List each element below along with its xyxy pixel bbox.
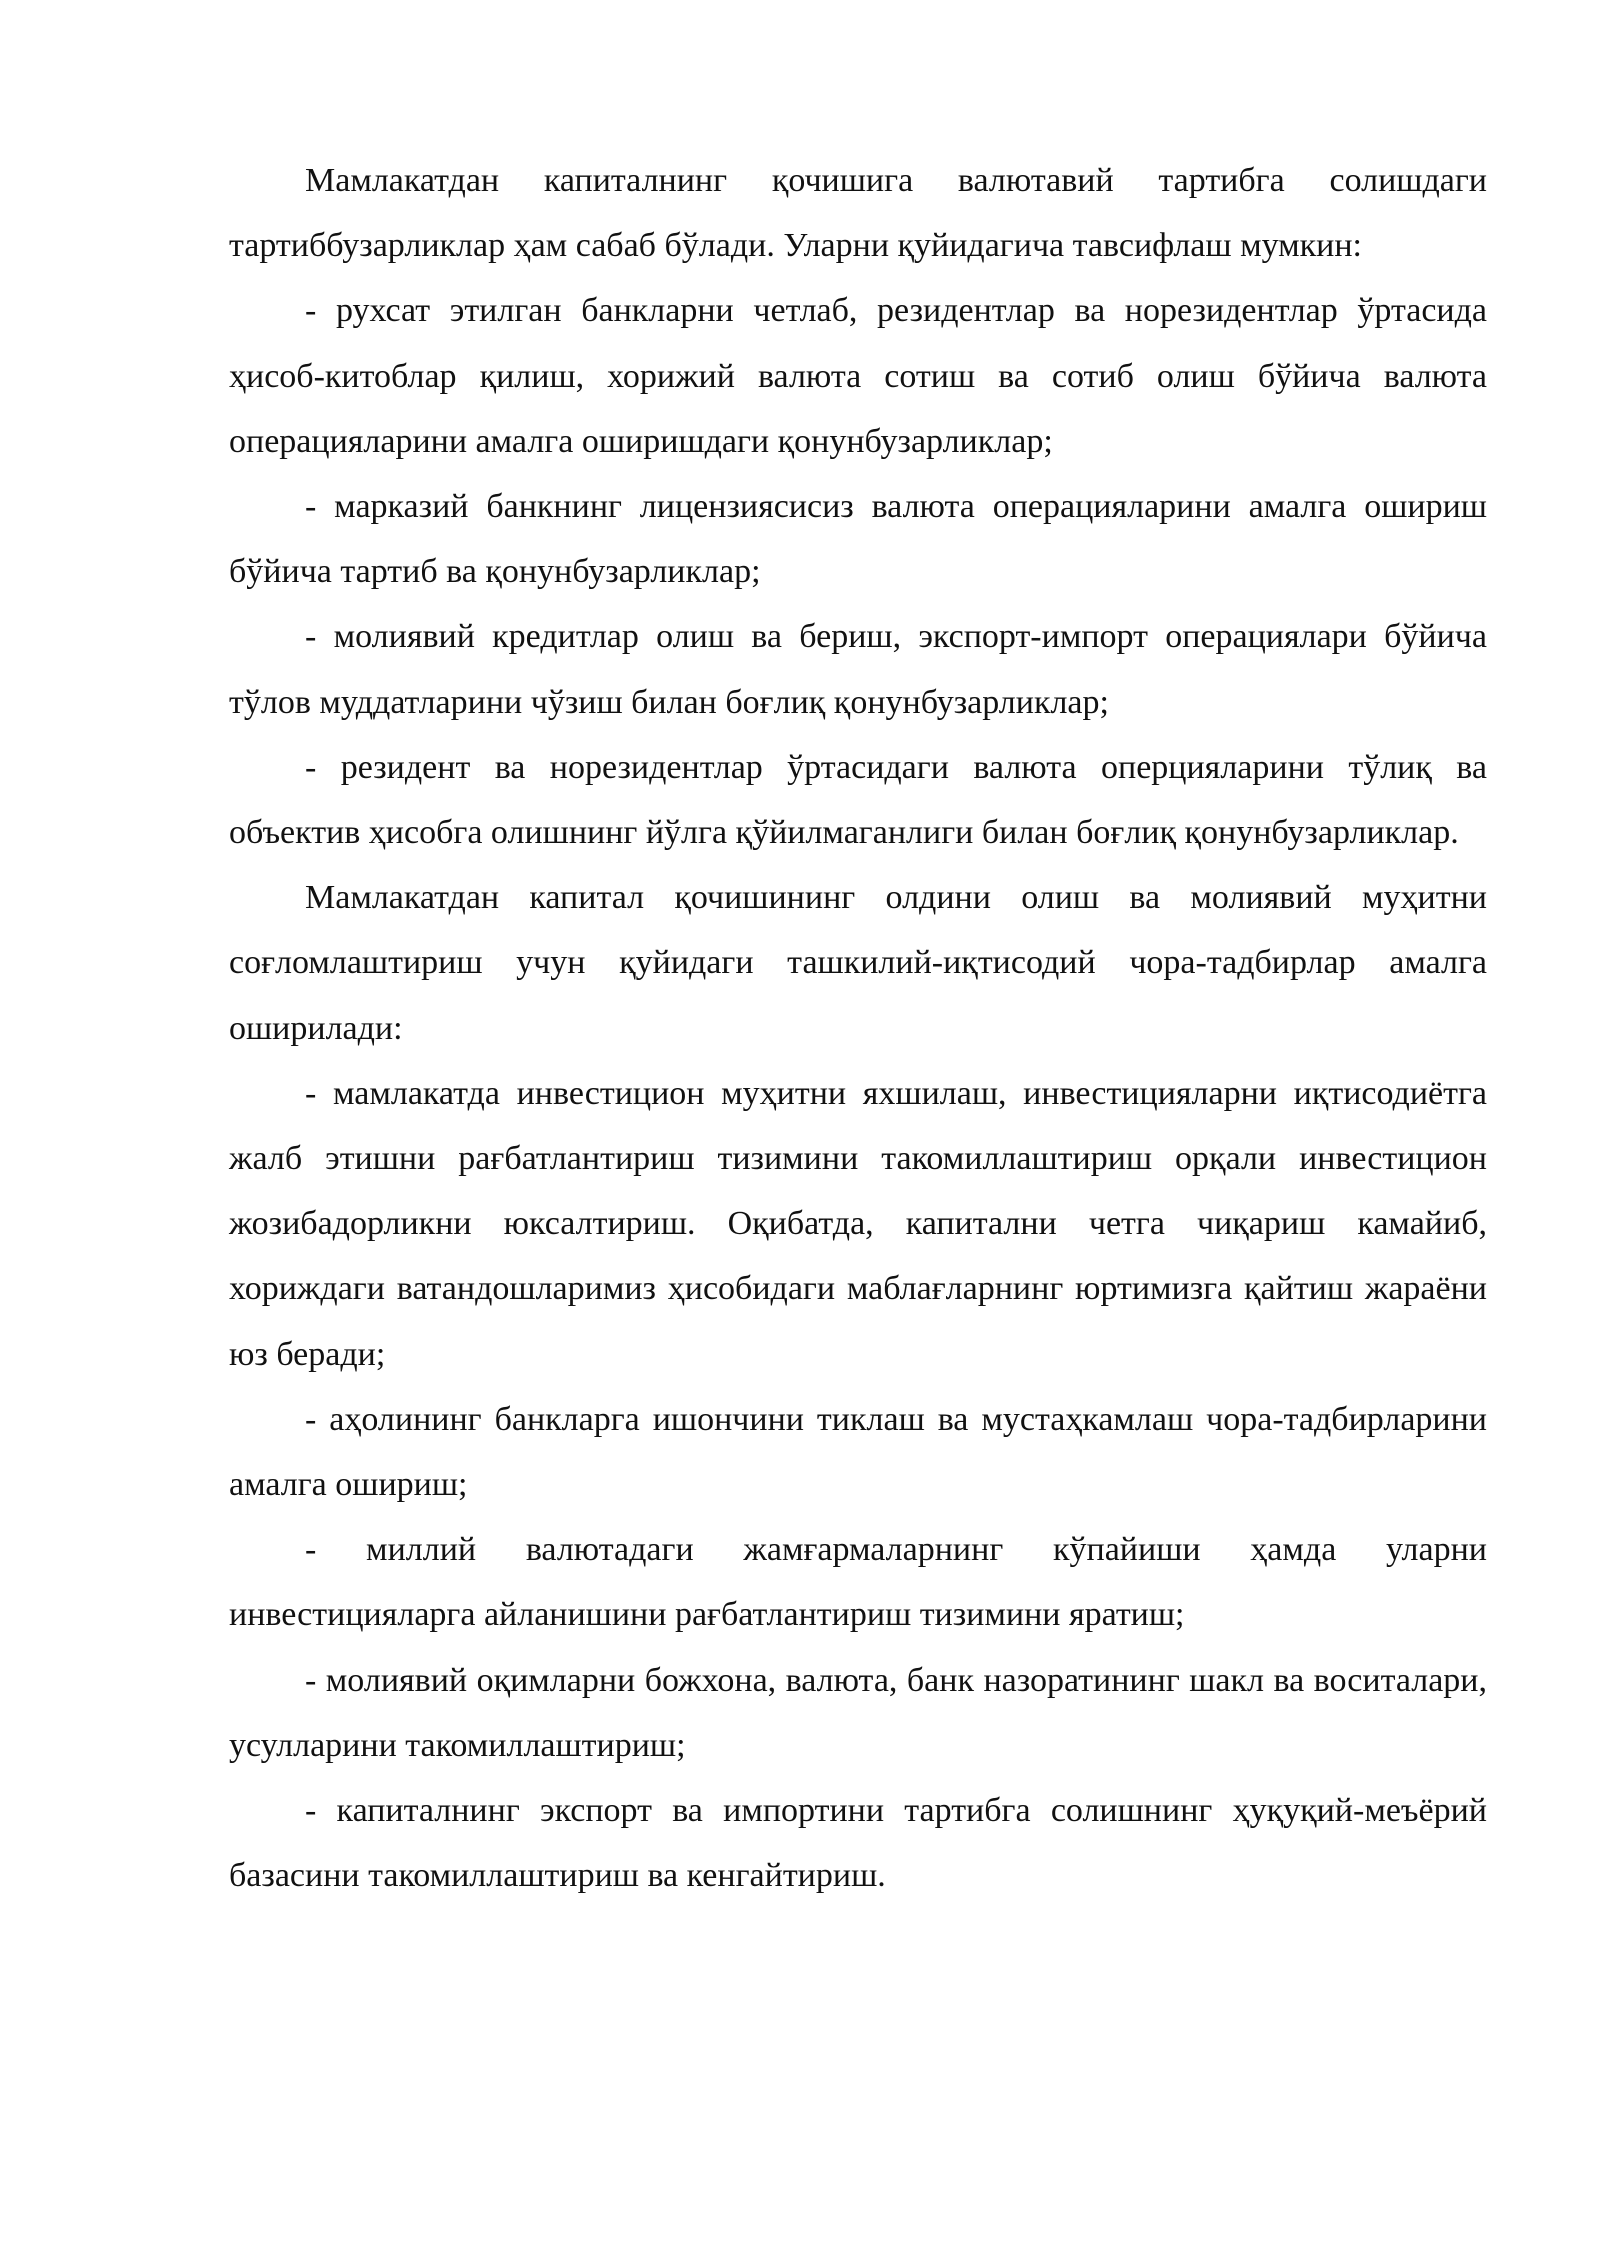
list-item-unauthorized-settlements: - рухсат этилган банкларни четлаб, резидентлар ва норезидентлар ўртасида ҳисоб-китоблар қилиш, хорижий валюта сотиш ва сотиб олиш бўйича валюта операцияларини амалга оширишдаги қонунбузарликлар; (229, 292, 1487, 460)
paragraph-measures-intro: Мамлакатдан капитал қочишининг олдини олиш ва молиявий муҳитни соғломлаштириш учун қуйидаги ташкилий-иқтисодий чора-тадбирлар амалга оширилади: (229, 879, 1487, 1047)
list-item-legal-framework: - капиталнинг экспорт ва импортини тартибга солишнинг ҳуқуқий-меъёрий базасини такомиллаштириш ва кенгайтириш. (229, 1792, 1487, 1895)
list-item-investment-climate: - мамлакатда инвестицион муҳитни яхшилаш, инвестицияларни иқтисодиётга жалб этишни рағбатлантириш тизимини такомиллаштириш орқали инвестицион жозибадорликни юксалтириш. Оқибатда, капитални четга чиқариш камайиб, хориждаги ватандошларимиз ҳисобидаги маблағларнинг юртимизга қайтиш жараёни юз беради; (229, 1074, 1487, 1373)
paragraph-intro: Мамлакатдан капиталнинг қочишига валютавий тартибга солишдаги тартиббузарликлар ҳам сабаб бўлади. Уларни қуйидагича тавсифлаш мумкин: (229, 162, 1487, 265)
list-item-national-savings: - миллий валютадаги жамғармаларнинг кўпайиши ҳамда уларни инвестицияларга айланишини рағбатлантириш тизимини яратиш; (229, 1531, 1487, 1634)
document-body (229, 148, 1487, 1908)
list-item-financial-flows-control: - молиявий оқимларни божхона, валюта, банк назоратининг шакл ва воситалари, усулларини такомиллаштириш; (229, 1661, 1487, 1764)
list-item-unlicensed-operations: - марказий банкнинг лицензиясисиз валюта операцияларини амалга ошириш бўйича тартиб ва қонунбузарликлар; (229, 488, 1487, 591)
list-item-bank-trust: - аҳолининг банкларга ишончини тиклаш ва мустаҳкамлаш чора-тадбирларини амалга ошириш; (229, 1400, 1487, 1504)
list-item-accounting-gaps: - резидент ва норезидентлар ўртасидаги валюта оперцияларини тўлиқ ва объектив ҳисобга олишнинг йўлга қўйилмаганлиги билан боғлиқ қонунбузарликлар. (229, 748, 1487, 852)
list-item-payment-delays: - молиявий кредитлар олиш ва бериш, экспорт-импорт операциялари бўйича тўлов муддатларини чўзиш билан боғлиқ қонунбузарликлар; (229, 618, 1487, 721)
